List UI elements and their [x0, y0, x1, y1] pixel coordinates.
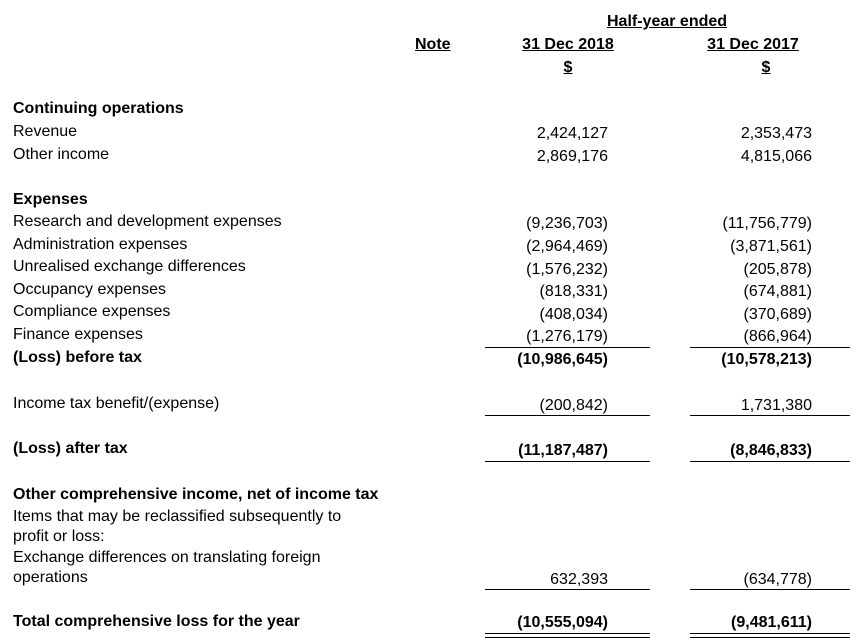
- row-label-compliance: Compliance expenses: [13, 303, 171, 320]
- row-label-loss-before-tax: (Loss) before tax: [13, 349, 142, 366]
- value-rnd-2018: (9,236,703): [526, 215, 608, 232]
- row-label-admin: Administration expenses: [13, 236, 188, 253]
- value-loss-before-tax-2018: (10,986,645): [517, 351, 608, 368]
- value-fx-translate-2017: (634,778): [743, 571, 812, 588]
- note-column-header: Note: [415, 36, 451, 53]
- value-other-income-2018: 2,869,176: [536, 148, 608, 165]
- row-label-occupancy: Occupancy expenses: [13, 281, 166, 298]
- value-fx-2018: (1,576,232): [526, 261, 608, 278]
- value-finance-2018: (1,276,179): [526, 328, 608, 345]
- value-loss-after-tax-2018: (11,187,487): [518, 442, 608, 459]
- value-rnd-2017: (11,756,779): [722, 215, 812, 232]
- value-income-tax-2017: 1,731,380: [740, 397, 812, 414]
- column-2018-date: 31 Dec 2018: [522, 36, 614, 53]
- total-double-rule-2018: [485, 633, 650, 638]
- total-double-rule-2017: [690, 633, 850, 638]
- section-continuing-operations: Continuing operations: [13, 100, 184, 117]
- value-occupancy-2017: (674,881): [743, 283, 812, 300]
- row-label-reclass-line-1: Items that may be reclassified subsequently to: [13, 508, 342, 525]
- value-fx-2017: (205,878): [743, 261, 812, 278]
- oci-rule-2018: [485, 589, 650, 590]
- row-label-finance: Finance expenses: [13, 326, 143, 343]
- value-admin-2018: (2,964,469): [526, 238, 608, 255]
- after-tax-rule-2017: [690, 461, 850, 462]
- tax-rule-2017: [690, 415, 850, 416]
- row-label-fx-translate-line-1: Exchange differences on translating foreign: [13, 549, 321, 566]
- row-label-fx-translate-line-2: operations: [13, 569, 88, 586]
- after-tax-rule-2018: [485, 461, 650, 462]
- row-label-total-comprehensive-loss: Total comprehensive loss for the year: [13, 613, 300, 630]
- value-loss-before-tax-2017: (10,578,213): [721, 351, 812, 368]
- value-revenue-2017: 2,353,473: [740, 125, 812, 142]
- section-other-comprehensive-income: Other comprehensive income, net of income tax: [13, 486, 379, 503]
- row-label-revenue: Revenue: [13, 123, 78, 140]
- value-other-income-2017: 4,815,066: [740, 148, 812, 165]
- value-finance-2017: (866,964): [743, 328, 812, 345]
- value-revenue-2018: 2,424,127: [536, 125, 608, 142]
- row-label-income-tax: Income tax benefit/(expense): [13, 395, 220, 412]
- value-fx-translate-2018: 632,393: [550, 571, 608, 588]
- row-label-fx: Unrealised exchange differences: [13, 258, 246, 275]
- value-income-tax-2018: (200,842): [539, 397, 608, 414]
- half-year-ended-heading: Half-year ended: [607, 13, 728, 30]
- value-compliance-2018: (408,034): [539, 306, 608, 323]
- column-2017-date: 31 Dec 2017: [707, 36, 799, 53]
- row-label-reclass-line-2: profit or loss:: [13, 528, 105, 545]
- value-compliance-2017: (370,689): [743, 306, 812, 323]
- tax-rule-2018: [485, 415, 650, 416]
- value-loss-after-tax-2017: (8,846,833): [730, 442, 812, 459]
- section-expenses: Expenses: [13, 191, 88, 208]
- value-total-2018: (10,555,094): [517, 614, 608, 631]
- value-total-2017: (9,481,611): [731, 614, 812, 631]
- value-admin-2017: (3,871,561): [730, 238, 812, 255]
- value-occupancy-2018: (818,331): [539, 283, 608, 300]
- oci-rule-2017: [690, 589, 850, 590]
- row-label-loss-after-tax: (Loss) after tax: [13, 440, 128, 457]
- subtotal-rule-2017: [690, 347, 850, 348]
- subtotal-rule-2018: [485, 347, 650, 348]
- row-label-rnd: Research and development expenses: [13, 213, 282, 230]
- row-label-other-income: Other income: [13, 146, 110, 163]
- column-2017-unit: $: [761, 59, 771, 76]
- column-2018-unit: $: [563, 59, 573, 76]
